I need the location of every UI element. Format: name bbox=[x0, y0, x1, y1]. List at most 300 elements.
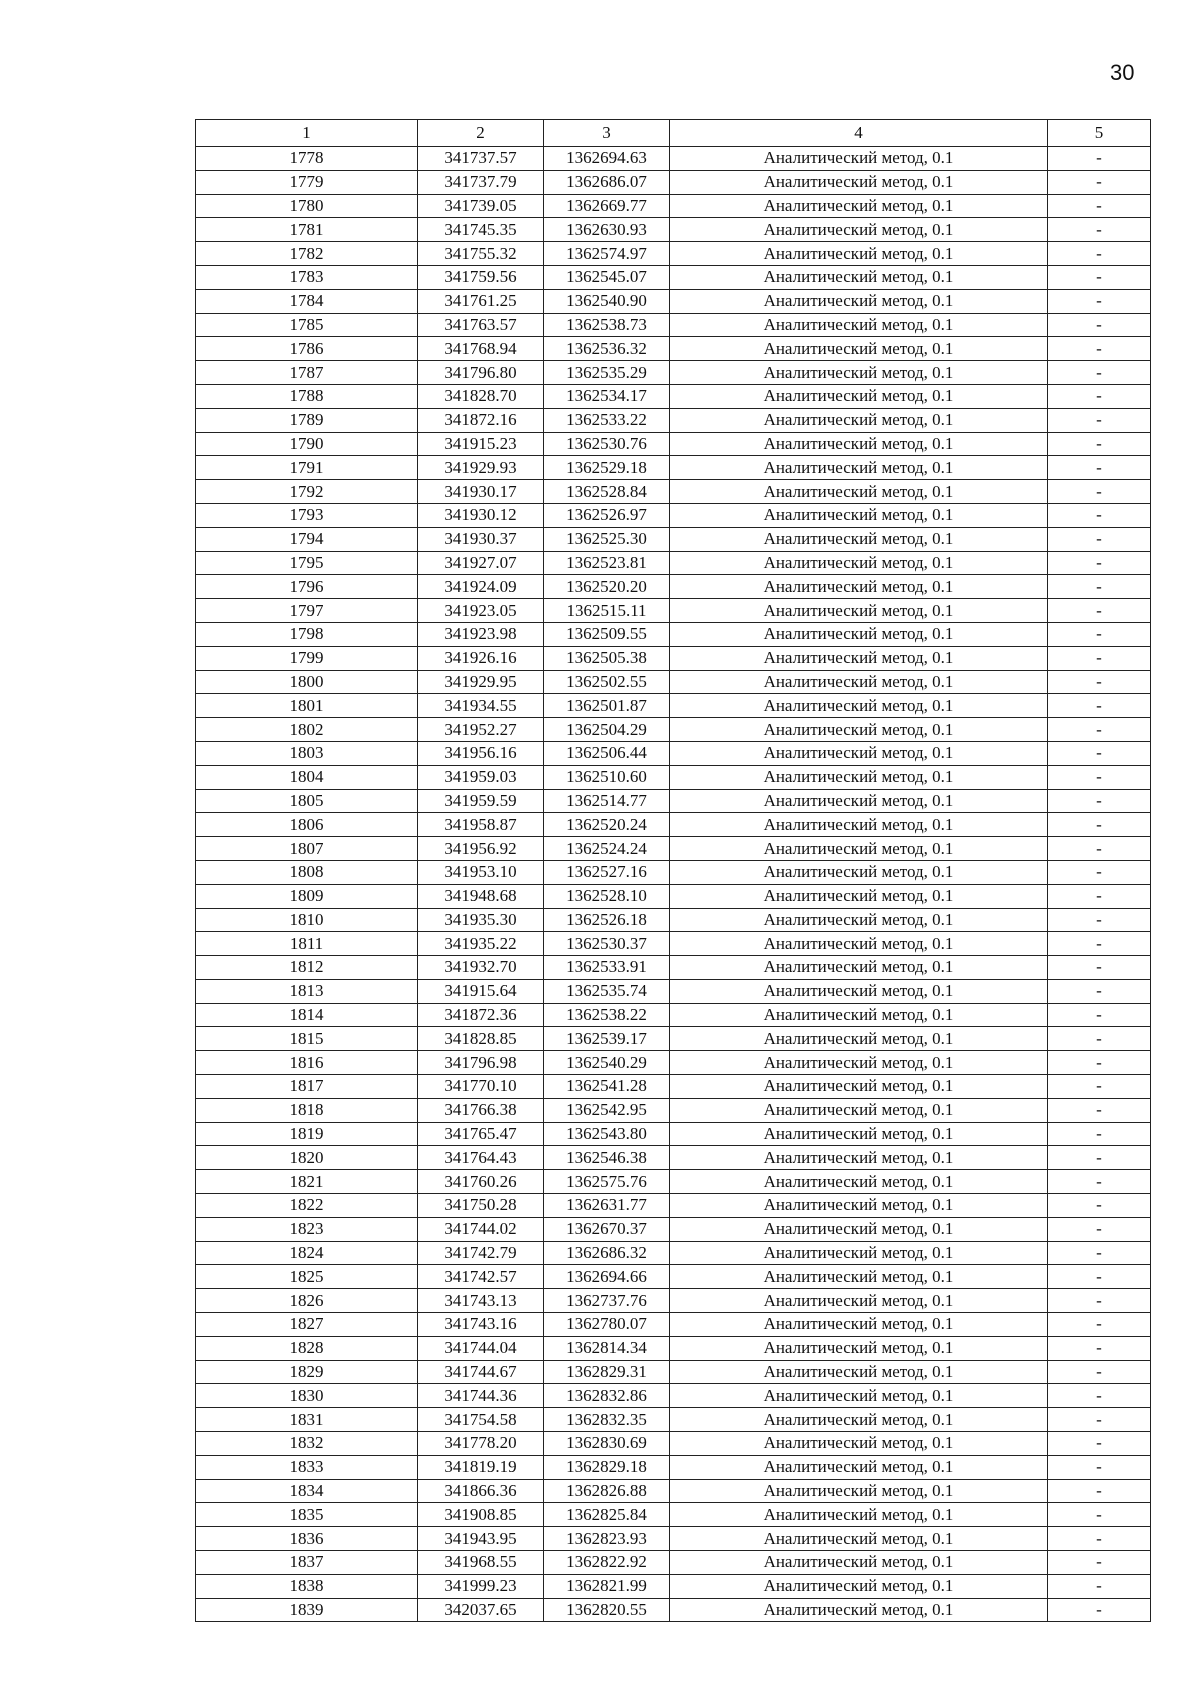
note-cell: - bbox=[1048, 265, 1151, 289]
x-coordinate-cell: 341770.10 bbox=[418, 1075, 544, 1099]
note-cell: - bbox=[1048, 1075, 1151, 1099]
point-number-cell: 1830 bbox=[196, 1384, 418, 1408]
table-row bbox=[196, 289, 1151, 313]
y-coordinate-cell: 1362506.44 bbox=[544, 741, 670, 765]
table-row bbox=[196, 694, 1151, 718]
x-coordinate-cell: 341766.38 bbox=[418, 1098, 544, 1122]
y-coordinate-cell: 1362520.20 bbox=[544, 575, 670, 599]
method-cell: Аналитический метод, 0.1 bbox=[670, 622, 1048, 646]
method-cell: Аналитический метод, 0.1 bbox=[670, 384, 1048, 408]
point-number-cell: 1804 bbox=[196, 765, 418, 789]
method-cell: Аналитический метод, 0.1 bbox=[670, 432, 1048, 456]
table-row bbox=[196, 527, 1151, 551]
point-number-cell: 1784 bbox=[196, 289, 418, 313]
point-number-cell: 1828 bbox=[196, 1336, 418, 1360]
note-cell: - bbox=[1048, 313, 1151, 337]
x-coordinate-cell: 341948.68 bbox=[418, 884, 544, 908]
note-cell: - bbox=[1048, 242, 1151, 266]
table-row bbox=[196, 789, 1151, 813]
table-row bbox=[196, 265, 1151, 289]
point-number-cell: 1791 bbox=[196, 456, 418, 480]
method-cell: Аналитический метод, 0.1 bbox=[670, 1146, 1048, 1170]
x-coordinate-cell: 341953.10 bbox=[418, 860, 544, 884]
point-number-cell: 1795 bbox=[196, 551, 418, 575]
x-coordinate-cell: 341924.09 bbox=[418, 575, 544, 599]
x-coordinate-cell: 341872.16 bbox=[418, 408, 544, 432]
x-coordinate-cell: 341743.16 bbox=[418, 1313, 544, 1337]
method-cell: Аналитический метод, 0.1 bbox=[670, 313, 1048, 337]
note-cell: - bbox=[1048, 860, 1151, 884]
x-coordinate-cell: 341968.55 bbox=[418, 1551, 544, 1575]
y-coordinate-cell: 1362538.73 bbox=[544, 313, 670, 337]
table-row bbox=[196, 1098, 1151, 1122]
note-cell: - bbox=[1048, 956, 1151, 980]
table-row bbox=[196, 1265, 1151, 1289]
x-coordinate-cell: 341915.23 bbox=[418, 432, 544, 456]
x-coordinate-cell: 341745.35 bbox=[418, 218, 544, 242]
y-coordinate-cell: 1362823.93 bbox=[544, 1527, 670, 1551]
coordinates-table bbox=[195, 119, 1151, 1622]
point-number-cell: 1832 bbox=[196, 1432, 418, 1456]
note-cell: - bbox=[1048, 1479, 1151, 1503]
table-row bbox=[196, 1313, 1151, 1337]
y-coordinate-cell: 1362530.37 bbox=[544, 932, 670, 956]
table-row bbox=[196, 741, 1151, 765]
point-number-cell: 1834 bbox=[196, 1479, 418, 1503]
x-coordinate-cell: 341761.25 bbox=[418, 289, 544, 313]
table-row bbox=[196, 503, 1151, 527]
method-cell: Аналитический метод, 0.1 bbox=[670, 1241, 1048, 1265]
y-coordinate-cell: 1362539.17 bbox=[544, 1027, 670, 1051]
y-coordinate-cell: 1362530.76 bbox=[544, 432, 670, 456]
x-coordinate-cell: 341959.59 bbox=[418, 789, 544, 813]
y-coordinate-cell: 1362670.37 bbox=[544, 1217, 670, 1241]
x-coordinate-cell: 341828.85 bbox=[418, 1027, 544, 1051]
point-number-cell: 1783 bbox=[196, 265, 418, 289]
y-coordinate-cell: 1362630.93 bbox=[544, 218, 670, 242]
method-cell: Аналитический метод, 0.1 bbox=[670, 147, 1048, 171]
y-coordinate-cell: 1362529.18 bbox=[544, 456, 670, 480]
x-coordinate-cell: 341796.98 bbox=[418, 1051, 544, 1075]
method-cell: Аналитический метод, 0.1 bbox=[670, 1598, 1048, 1622]
table-row bbox=[196, 932, 1151, 956]
method-cell: Аналитический метод, 0.1 bbox=[670, 361, 1048, 385]
note-cell: - bbox=[1048, 551, 1151, 575]
point-number-cell: 1839 bbox=[196, 1598, 418, 1622]
table-row bbox=[196, 1503, 1151, 1527]
table-row bbox=[196, 1551, 1151, 1575]
method-cell: Аналитический метод, 0.1 bbox=[670, 741, 1048, 765]
method-cell: Аналитический метод, 0.1 bbox=[670, 599, 1048, 623]
table-row bbox=[196, 908, 1151, 932]
x-coordinate-cell: 341764.43 bbox=[418, 1146, 544, 1170]
y-coordinate-cell: 1362515.11 bbox=[544, 599, 670, 623]
y-coordinate-cell: 1362694.63 bbox=[544, 147, 670, 171]
method-cell: Аналитический метод, 0.1 bbox=[670, 670, 1048, 694]
y-coordinate-cell: 1362694.66 bbox=[544, 1265, 670, 1289]
table-row bbox=[196, 813, 1151, 837]
header-cell-1: 1 bbox=[196, 120, 418, 147]
x-coordinate-cell: 341737.79 bbox=[418, 170, 544, 194]
method-cell: Аналитический метод, 0.1 bbox=[670, 1003, 1048, 1027]
note-cell: - bbox=[1048, 599, 1151, 623]
method-cell: Аналитический метод, 0.1 bbox=[670, 860, 1048, 884]
y-coordinate-cell: 1362533.91 bbox=[544, 956, 670, 980]
note-cell: - bbox=[1048, 1170, 1151, 1194]
note-cell: - bbox=[1048, 147, 1151, 171]
x-coordinate-cell: 341742.79 bbox=[418, 1241, 544, 1265]
y-coordinate-cell: 1362825.84 bbox=[544, 1503, 670, 1527]
point-number-cell: 1785 bbox=[196, 313, 418, 337]
page-number: 30 bbox=[1110, 60, 1135, 85]
point-number-cell: 1837 bbox=[196, 1551, 418, 1575]
method-cell: Аналитический метод, 0.1 bbox=[670, 646, 1048, 670]
method-cell: Аналитический метод, 0.1 bbox=[670, 1360, 1048, 1384]
point-number-cell: 1816 bbox=[196, 1051, 418, 1075]
table-row bbox=[196, 599, 1151, 623]
note-cell: - bbox=[1048, 1408, 1151, 1432]
point-number-cell: 1813 bbox=[196, 979, 418, 1003]
point-number-cell: 1821 bbox=[196, 1170, 418, 1194]
y-coordinate-cell: 1362546.38 bbox=[544, 1146, 670, 1170]
point-number-cell: 1808 bbox=[196, 860, 418, 884]
table-body bbox=[196, 147, 1151, 1622]
y-coordinate-cell: 1362821.99 bbox=[544, 1574, 670, 1598]
y-coordinate-cell: 1362814.34 bbox=[544, 1336, 670, 1360]
table-row bbox=[196, 1479, 1151, 1503]
method-cell: Аналитический метод, 0.1 bbox=[670, 527, 1048, 551]
note-cell: - bbox=[1048, 289, 1151, 313]
y-coordinate-cell: 1362504.29 bbox=[544, 718, 670, 742]
table-row bbox=[196, 575, 1151, 599]
method-cell: Аналитический метод, 0.1 bbox=[670, 194, 1048, 218]
table-row bbox=[196, 622, 1151, 646]
table-row bbox=[196, 432, 1151, 456]
method-cell: Аналитический метод, 0.1 bbox=[670, 1170, 1048, 1194]
y-coordinate-cell: 1362829.31 bbox=[544, 1360, 670, 1384]
y-coordinate-cell: 1362540.90 bbox=[544, 289, 670, 313]
note-cell: - bbox=[1048, 1432, 1151, 1456]
x-coordinate-cell: 341737.57 bbox=[418, 147, 544, 171]
note-cell: - bbox=[1048, 622, 1151, 646]
note-cell: - bbox=[1048, 1455, 1151, 1479]
table-row bbox=[196, 884, 1151, 908]
x-coordinate-cell: 341930.12 bbox=[418, 503, 544, 527]
x-coordinate-cell: 341915.64 bbox=[418, 979, 544, 1003]
x-coordinate-cell: 341926.16 bbox=[418, 646, 544, 670]
method-cell: Аналитический метод, 0.1 bbox=[670, 884, 1048, 908]
method-cell: Аналитический метод, 0.1 bbox=[670, 170, 1048, 194]
x-coordinate-cell: 341768.94 bbox=[418, 337, 544, 361]
y-coordinate-cell: 1362534.17 bbox=[544, 384, 670, 408]
method-cell: Аналитический метод, 0.1 bbox=[670, 1455, 1048, 1479]
x-coordinate-cell: 341739.05 bbox=[418, 194, 544, 218]
note-cell: - bbox=[1048, 670, 1151, 694]
y-coordinate-cell: 1362543.80 bbox=[544, 1122, 670, 1146]
method-cell: Аналитический метод, 0.1 bbox=[670, 575, 1048, 599]
table-row bbox=[196, 218, 1151, 242]
y-coordinate-cell: 1362526.18 bbox=[544, 908, 670, 932]
note-cell: - bbox=[1048, 1574, 1151, 1598]
note-cell: - bbox=[1048, 1098, 1151, 1122]
y-coordinate-cell: 1362686.32 bbox=[544, 1241, 670, 1265]
point-number-cell: 1824 bbox=[196, 1241, 418, 1265]
x-coordinate-cell: 341923.98 bbox=[418, 622, 544, 646]
point-number-cell: 1823 bbox=[196, 1217, 418, 1241]
note-cell: - bbox=[1048, 1241, 1151, 1265]
x-coordinate-cell: 341956.16 bbox=[418, 741, 544, 765]
note-cell: - bbox=[1048, 1194, 1151, 1218]
x-coordinate-cell: 341750.28 bbox=[418, 1194, 544, 1218]
method-cell: Аналитический метод, 0.1 bbox=[670, 289, 1048, 313]
note-cell: - bbox=[1048, 1051, 1151, 1075]
note-cell: - bbox=[1048, 837, 1151, 861]
point-number-cell: 1794 bbox=[196, 527, 418, 551]
note-cell: - bbox=[1048, 527, 1151, 551]
note-cell: - bbox=[1048, 503, 1151, 527]
x-coordinate-cell: 341828.70 bbox=[418, 384, 544, 408]
x-coordinate-cell: 341819.19 bbox=[418, 1455, 544, 1479]
note-cell: - bbox=[1048, 1027, 1151, 1051]
note-cell: - bbox=[1048, 1360, 1151, 1384]
method-cell: Аналитический метод, 0.1 bbox=[670, 1194, 1048, 1218]
method-cell: Аналитический метод, 0.1 bbox=[670, 503, 1048, 527]
y-coordinate-cell: 1362669.77 bbox=[544, 194, 670, 218]
y-coordinate-cell: 1362527.16 bbox=[544, 860, 670, 884]
point-number-cell: 1825 bbox=[196, 1265, 418, 1289]
y-coordinate-cell: 1362526.97 bbox=[544, 503, 670, 527]
method-cell: Аналитический метод, 0.1 bbox=[670, 1075, 1048, 1099]
table-row bbox=[196, 1408, 1151, 1432]
point-number-cell: 1781 bbox=[196, 218, 418, 242]
y-coordinate-cell: 1362525.30 bbox=[544, 527, 670, 551]
note-cell: - bbox=[1048, 1336, 1151, 1360]
method-cell: Аналитический метод, 0.1 bbox=[670, 480, 1048, 504]
note-cell: - bbox=[1048, 432, 1151, 456]
point-number-cell: 1797 bbox=[196, 599, 418, 623]
point-number-cell: 1786 bbox=[196, 337, 418, 361]
method-cell: Аналитический метод, 0.1 bbox=[670, 1265, 1048, 1289]
x-coordinate-cell: 341755.32 bbox=[418, 242, 544, 266]
note-cell: - bbox=[1048, 1598, 1151, 1622]
y-coordinate-cell: 1362820.55 bbox=[544, 1598, 670, 1622]
point-number-cell: 1789 bbox=[196, 408, 418, 432]
point-number-cell: 1790 bbox=[196, 432, 418, 456]
note-cell: - bbox=[1048, 718, 1151, 742]
table-row bbox=[196, 1384, 1151, 1408]
x-coordinate-cell: 341872.36 bbox=[418, 1003, 544, 1027]
point-number-cell: 1810 bbox=[196, 908, 418, 932]
y-coordinate-cell: 1362538.22 bbox=[544, 1003, 670, 1027]
x-coordinate-cell: 341742.57 bbox=[418, 1265, 544, 1289]
y-coordinate-cell: 1362631.77 bbox=[544, 1194, 670, 1218]
note-cell: - bbox=[1048, 361, 1151, 385]
method-cell: Аналитический метод, 0.1 bbox=[670, 1098, 1048, 1122]
note-cell: - bbox=[1048, 741, 1151, 765]
table-row bbox=[196, 384, 1151, 408]
x-coordinate-cell: 341908.85 bbox=[418, 1503, 544, 1527]
note-cell: - bbox=[1048, 1313, 1151, 1337]
y-coordinate-cell: 1362575.76 bbox=[544, 1170, 670, 1194]
note-cell: - bbox=[1048, 765, 1151, 789]
table-row bbox=[196, 1432, 1151, 1456]
table-row bbox=[196, 1527, 1151, 1551]
table-row bbox=[196, 242, 1151, 266]
method-cell: Аналитический метод, 0.1 bbox=[670, 932, 1048, 956]
point-number-cell: 1838 bbox=[196, 1574, 418, 1598]
x-coordinate-cell: 341763.57 bbox=[418, 313, 544, 337]
point-number-cell: 1801 bbox=[196, 694, 418, 718]
y-coordinate-cell: 1362533.22 bbox=[544, 408, 670, 432]
y-coordinate-cell: 1362514.77 bbox=[544, 789, 670, 813]
point-number-cell: 1812 bbox=[196, 956, 418, 980]
method-cell: Аналитический метод, 0.1 bbox=[670, 765, 1048, 789]
note-cell: - bbox=[1048, 1265, 1151, 1289]
point-number-cell: 1826 bbox=[196, 1289, 418, 1313]
y-coordinate-cell: 1362826.88 bbox=[544, 1479, 670, 1503]
y-coordinate-cell: 1362528.84 bbox=[544, 480, 670, 504]
y-coordinate-cell: 1362528.10 bbox=[544, 884, 670, 908]
note-cell: - bbox=[1048, 884, 1151, 908]
method-cell: Аналитический метод, 0.1 bbox=[670, 718, 1048, 742]
point-number-cell: 1805 bbox=[196, 789, 418, 813]
point-number-cell: 1796 bbox=[196, 575, 418, 599]
table-row bbox=[196, 1170, 1151, 1194]
x-coordinate-cell: 341765.47 bbox=[418, 1122, 544, 1146]
table-row bbox=[196, 670, 1151, 694]
note-cell: - bbox=[1048, 408, 1151, 432]
point-number-cell: 1803 bbox=[196, 741, 418, 765]
y-coordinate-cell: 1362502.55 bbox=[544, 670, 670, 694]
x-coordinate-cell: 341999.23 bbox=[418, 1574, 544, 1598]
point-number-cell: 1782 bbox=[196, 242, 418, 266]
method-cell: Аналитический метод, 0.1 bbox=[670, 218, 1048, 242]
point-number-cell: 1802 bbox=[196, 718, 418, 742]
method-cell: Аналитический метод, 0.1 bbox=[670, 908, 1048, 932]
note-cell: - bbox=[1048, 194, 1151, 218]
method-cell: Аналитический метод, 0.1 bbox=[670, 242, 1048, 266]
table-row bbox=[196, 1194, 1151, 1218]
method-cell: Аналитический метод, 0.1 bbox=[670, 265, 1048, 289]
point-number-cell: 1820 bbox=[196, 1146, 418, 1170]
point-number-cell: 1798 bbox=[196, 622, 418, 646]
y-coordinate-cell: 1362829.18 bbox=[544, 1455, 670, 1479]
method-cell: Аналитический метод, 0.1 bbox=[670, 1122, 1048, 1146]
table-row bbox=[196, 860, 1151, 884]
y-coordinate-cell: 1362686.07 bbox=[544, 170, 670, 194]
y-coordinate-cell: 1362535.74 bbox=[544, 979, 670, 1003]
x-coordinate-cell: 341760.26 bbox=[418, 1170, 544, 1194]
table-row bbox=[196, 1336, 1151, 1360]
x-coordinate-cell: 341930.17 bbox=[418, 480, 544, 504]
method-cell: Аналитический метод, 0.1 bbox=[670, 1313, 1048, 1337]
x-coordinate-cell: 341930.37 bbox=[418, 527, 544, 551]
x-coordinate-cell: 341744.36 bbox=[418, 1384, 544, 1408]
table-row bbox=[196, 1146, 1151, 1170]
note-cell: - bbox=[1048, 1217, 1151, 1241]
x-coordinate-cell: 341929.95 bbox=[418, 670, 544, 694]
x-coordinate-cell: 341866.36 bbox=[418, 1479, 544, 1503]
y-coordinate-cell: 1362505.38 bbox=[544, 646, 670, 670]
point-number-cell: 1807 bbox=[196, 837, 418, 861]
method-cell: Аналитический метод, 0.1 bbox=[670, 1432, 1048, 1456]
point-number-cell: 1822 bbox=[196, 1194, 418, 1218]
point-number-cell: 1778 bbox=[196, 147, 418, 171]
table-row bbox=[196, 551, 1151, 575]
note-cell: - bbox=[1048, 218, 1151, 242]
y-coordinate-cell: 1362536.32 bbox=[544, 337, 670, 361]
x-coordinate-cell: 341932.70 bbox=[418, 956, 544, 980]
table-row bbox=[196, 456, 1151, 480]
point-number-cell: 1835 bbox=[196, 1503, 418, 1527]
note-cell: - bbox=[1048, 1146, 1151, 1170]
note-cell: - bbox=[1048, 789, 1151, 813]
method-cell: Аналитический метод, 0.1 bbox=[670, 1551, 1048, 1575]
y-coordinate-cell: 1362501.87 bbox=[544, 694, 670, 718]
y-coordinate-cell: 1362574.97 bbox=[544, 242, 670, 266]
y-coordinate-cell: 1362832.35 bbox=[544, 1408, 670, 1432]
note-cell: - bbox=[1048, 694, 1151, 718]
table-row bbox=[196, 408, 1151, 432]
point-number-cell: 1806 bbox=[196, 813, 418, 837]
point-number-cell: 1811 bbox=[196, 932, 418, 956]
method-cell: Аналитический метод, 0.1 bbox=[670, 694, 1048, 718]
note-cell: - bbox=[1048, 480, 1151, 504]
note-cell: - bbox=[1048, 1551, 1151, 1575]
table-row bbox=[196, 956, 1151, 980]
y-coordinate-cell: 1362780.07 bbox=[544, 1313, 670, 1337]
point-number-cell: 1793 bbox=[196, 503, 418, 527]
table-row bbox=[196, 1051, 1151, 1075]
y-coordinate-cell: 1362822.92 bbox=[544, 1551, 670, 1575]
x-coordinate-cell: 341927.07 bbox=[418, 551, 544, 575]
y-coordinate-cell: 1362523.81 bbox=[544, 551, 670, 575]
method-cell: Аналитический метод, 0.1 bbox=[670, 979, 1048, 1003]
note-cell: - bbox=[1048, 908, 1151, 932]
header-cell-4: 4 bbox=[670, 120, 1048, 147]
x-coordinate-cell: 342037.65 bbox=[418, 1598, 544, 1622]
note-cell: - bbox=[1048, 932, 1151, 956]
y-coordinate-cell: 1362520.24 bbox=[544, 813, 670, 837]
table-row bbox=[196, 147, 1151, 171]
x-coordinate-cell: 341778.20 bbox=[418, 1432, 544, 1456]
method-cell: Аналитический метод, 0.1 bbox=[670, 789, 1048, 813]
note-cell: - bbox=[1048, 979, 1151, 1003]
method-cell: Аналитический метод, 0.1 bbox=[670, 1527, 1048, 1551]
method-cell: Аналитический метод, 0.1 bbox=[670, 1479, 1048, 1503]
table-row bbox=[196, 1122, 1151, 1146]
point-number-cell: 1779 bbox=[196, 170, 418, 194]
x-coordinate-cell: 341952.27 bbox=[418, 718, 544, 742]
note-cell: - bbox=[1048, 1289, 1151, 1313]
point-number-cell: 1800 bbox=[196, 670, 418, 694]
note-cell: - bbox=[1048, 384, 1151, 408]
header-cell-2: 2 bbox=[418, 120, 544, 147]
point-number-cell: 1815 bbox=[196, 1027, 418, 1051]
table-row bbox=[196, 718, 1151, 742]
x-coordinate-cell: 341929.93 bbox=[418, 456, 544, 480]
x-coordinate-cell: 341744.02 bbox=[418, 1217, 544, 1241]
method-cell: Аналитический метод, 0.1 bbox=[670, 956, 1048, 980]
point-number-cell: 1780 bbox=[196, 194, 418, 218]
method-cell: Аналитический метод, 0.1 bbox=[670, 408, 1048, 432]
note-cell: - bbox=[1048, 337, 1151, 361]
method-cell: Аналитический метод, 0.1 bbox=[670, 1574, 1048, 1598]
y-coordinate-cell: 1362540.29 bbox=[544, 1051, 670, 1075]
table-row bbox=[196, 1598, 1151, 1622]
x-coordinate-cell: 341743.13 bbox=[418, 1289, 544, 1313]
table-row bbox=[196, 480, 1151, 504]
